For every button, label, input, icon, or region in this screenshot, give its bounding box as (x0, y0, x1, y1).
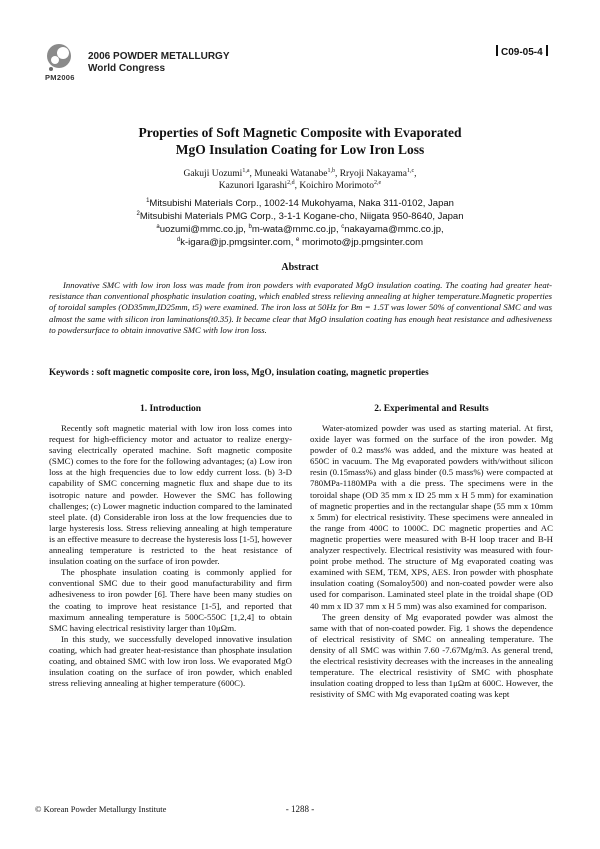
email-line1 (40, 224, 560, 236)
keywords: Keywords : soft magnetic composite core, iron loss, MgO, insulation coating, magnetic properties (49, 367, 429, 377)
email-address: nakayama@mmc.co.jp, (344, 224, 444, 235)
author-name: Rryoji Nakayama (339, 169, 407, 179)
paragraph: In this study, we successfully developed innovative insulation coating, which had greater heat-resistance than phosphate insulation coating, and obtained SMC with low iron loss. We evaporated MgO insulation coating on the surface of iron powder, which enabled stress relieving annealing at higher temperature (600C). (49, 633, 292, 689)
paper-code-bar-left (496, 45, 498, 56)
author-affiliation-marker: 2,e (374, 179, 382, 186)
author-affiliation-marker: 1,c (406, 167, 415, 174)
conference-name: 2006 POWDER METALLURGY (88, 51, 230, 62)
author-affiliation-marker: 1,a (242, 167, 250, 174)
email-marker: b (248, 223, 252, 230)
affiliation-2-marker: 2 (136, 210, 140, 217)
email-address: uozumi@mmc.co.jp, (159, 224, 249, 235)
email-marker: a (156, 223, 160, 230)
author-name: Kazunori Igarashi (218, 181, 288, 191)
conference-logo-icon (45, 43, 73, 73)
email-marker: d (176, 236, 181, 243)
conference-subtitle: World Congress (88, 63, 166, 74)
paragraph: The green density of Mg evaporated powder was almost the same with that of non-coated powder. Fig. 1 shows the dependence of electrical resistivity of SMC on annealing temperature. The density of all SMC was within 7.60 -7.67Mg/m3. As general trend, the electrical resistivity decreases with the increases in the annealing temperature. The electrical resistivity of SMC with phosphate insulation coating dropped to less than 1μΩm at 600C. However, the resistivity of SMC with Mg evaporated coating was kept (310, 611, 553, 700)
abstract-text: Innovative SMC with low iron loss was made from iron powders with evaporated MgO insulation coating. The coating had greater heat-resistance than conventional phosphatic insulation coating, which enabled stress relieving annealing at higher temperature.Magnetic properties of toroidal samples (OD35mm,ID25mm, t5) were examined. The iron loss at 50Hz for Bm = 1.5T was lower 50% of conventional SMC and was almost the same with silicon iron laminations(t0.35). It became clear that MgO insulation coating has enough heat resistance and adhesiveness to powdersurface to obtain innovative SMC with low iron loss. (49, 280, 552, 335)
author-affiliation-marker: 1,b (327, 167, 335, 174)
section-heading-experimental: 2. Experimental and Results (374, 404, 489, 414)
paragraph: Recently soft magnetic material with low iron loss comes into request for high-efficiency motor and actuator to realize energy-saving electrically operated machine. Soft magnetic composite (SMC) comes to the fore for the following advantages; (a) Low iron loss at the high frequencies due to low eddy current loss. (b) 3-D capability of SMC concerning magnetic flux and shape due to its isotropic nature and powder. However the SMC has following challenges; (c) Lower magnetic induction compared to the laminated steel plate. (d) Considerable iron loss at the low frequencies due to large hysteresis loss. Stress relieving annealing at high temperature is an effective measure to decrease the hysteresis loss [1-5], however annealing temperature is restricted to the heat resistance of insulation coating on the surface of iron powder. (49, 423, 292, 567)
section-heading-introduction: 1. Introduction (139, 404, 202, 414)
email-line2 (40, 237, 560, 249)
copyright-notice: © Korean Powder Metallurgy Institute (35, 804, 167, 814)
affiliation-2 (40, 211, 560, 223)
email-address: m-wata@mmc.co.jp, (251, 224, 342, 235)
authors-line2: Kazunori Igarashi$^{2,d}$, Koichiro Morimoto$^{2,e}$ (218, 179, 382, 191)
email-address: morimoto@jp.pmgsinter.com (299, 237, 424, 248)
paper-code (493, 45, 551, 58)
email-marker: c (341, 223, 345, 230)
affiliation-1-marker: 1 (146, 197, 150, 204)
author-name: Muneaki Watanabe (254, 169, 328, 179)
author-affiliation-marker: 2,d (287, 179, 295, 186)
paragraph: The phosphate insulation coating is commonly applied for conventional SMC due to their good manufacturability and firm adhesiveness to iron powder [6]. There have been many studies on the coating to improve heat resistance [1-5], and reported that maximum annealing temperature is 500C-550C [1,2,4] to obtain SMC having electrical resistivity larger than 10μΩm. (49, 567, 292, 633)
introduction-column (49, 423, 292, 689)
author-name: Gakuji Uozumi (183, 169, 243, 179)
page-number: - 1288 - (285, 804, 315, 814)
email-marker: e (296, 236, 300, 243)
paper-title-line1: Properties of Soft Magnetic Composite with Evaporated (138, 125, 462, 140)
affiliation-2-text: Mitsubishi Materials PMG Corp., 3-1-1 Kogane-cho, Niigata 950-8640, Japan (139, 211, 464, 222)
paper-code-bar-right (546, 45, 548, 56)
email-address: k-igara@jp.pmgsinter.com, (180, 237, 297, 248)
paragraph: Water-atomized powder was used as starting material. At first, oxide layer was formed on the surface of the iron powder. Mg powder of 0.2 mass% was added, and the mixture was heated at 650C in vacuum. The Mg evaporated powders with/without silicon resin (0.15mass%) and glass binder (0.5 mass%) were compacted at 780MPa-1180MPa with a die press. The specimens were in the toroidal shape (OD 35 mm x ID 25 mm x H 5 mm) for examination of magnetic properties and in the rectangular shape (55 mm x 10mm x 5mm) for electrical resistivity. These specimens were annealed in the range from 400C to 1000C. DC magnetic properties and AC magnetic properties were measured with B-H loop tracer and B-H analyzer respectively. Electrical resistivity was measured with four-point probe method. The structure of Mg evaporated coating was examined with SEM, TEM, XPS, AES. Iron powder with phosphate insulation coating (Somaloy500) and non-coated powder were also used for comparison. Laminated steel plate in the troidal shape (OD 40 mm x ID 37 mm x H 5 mm) was also examined for comparison. (310, 423, 553, 611)
paper-title-line2: MgO Insulation Coating for Low Iron Loss (175, 142, 425, 157)
experimental-column (310, 423, 553, 700)
authors-line1: Gakuji Uozumi$^{1,a}$, Muneaki Watanabe$^{1,b}$, Rryoji Nakayama$^{1,c}$, (183, 167, 417, 179)
logo-text: PM2006 (45, 73, 75, 82)
affiliation-1 (40, 198, 560, 210)
affiliation-1-text: Mitsubishi Materials Corp., 1002-14 Mukohyama, Naka 311-0102, Japan (149, 198, 454, 209)
author-name: Koichiro Morimoto (299, 181, 375, 191)
abstract-heading: Abstract (281, 262, 319, 273)
paper-code-text: C09-05-4 (501, 47, 543, 58)
